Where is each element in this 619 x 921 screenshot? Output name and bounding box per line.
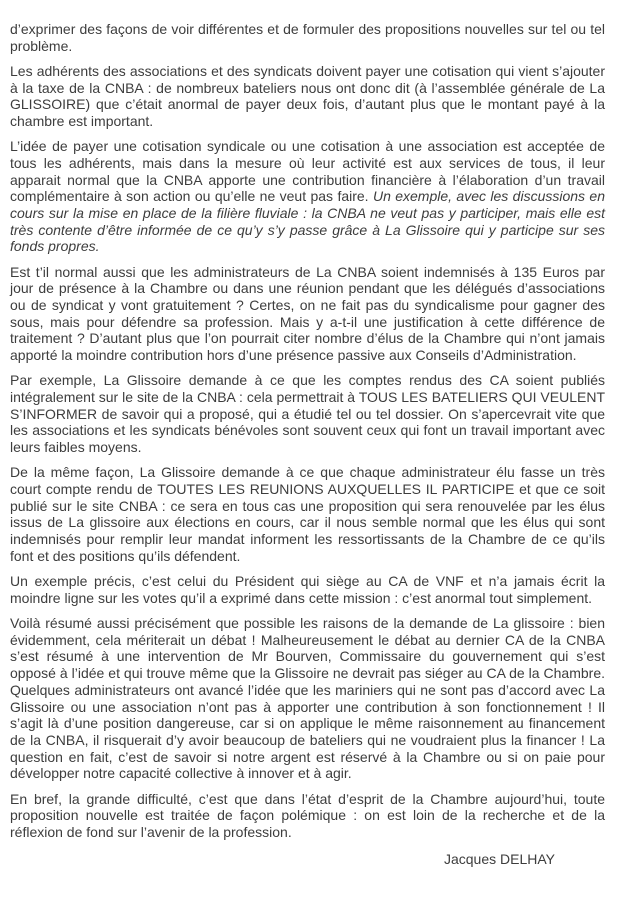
paragraph-9: En bref, la grande difficulté, c’est que dans l’état d’esprit de la Chambre aujourd’hui, toute proposition nouvelle est traitée de façon polémique : on est loin de la recherche et de la réflexion de fond sur l’avenir de la profession. xyxy=(10,790,605,840)
paragraph-4: Est t’il normal aussi que les administrateurs de La CNBA soient indemnisés à 135 Euros par jour de présence à la Chambre ou dans une réunion pendant que les délégués d’associations ou de syndicat y vont gratuitement ? Certes, on ne fait pas du syndicalisme pour gagner des sous, mais pour défendre sa profession. Mais y a-t-il une justification à cette différence de traitement ? D’autant plus que l’on pourrait citer nombre d’élus de la Chambre qui n’ont jamais apporté la moindre contribution hors d’une présence passive aux Conseils d’Administration. xyxy=(10,263,605,364)
paragraph-7: Un exemple précis, c’est celui du Président qui siège au CA de VNF et n’a jamais écrit la moindre ligne sur les votes qu’il a exprimé dans cette mission : c’est anormal tout simplement. xyxy=(10,573,605,606)
paragraph-1: d’exprimer des façons de voir différentes et de formuler des propositions nouvelles sur tel ou tel problème. xyxy=(10,21,605,54)
paragraph-3-italic-text: Un exemple, avec les discussions en cours sur la mise en place de la filière fluviale : la CNBA ne veut pas y participer, mais elle est très contente d’être informée de ce qu’y s’y passe grâce à La Glissoire qui y participe sur ses fonds propres. xyxy=(10,188,605,255)
paragraph-6: De la même façon, La Glissoire demande à ce que chaque administrateur élu fasse un très court compte rendu de TOUTES LES REUNIONS AUXQUELLES IL PARTICIPE et que ce soit publié sur le site CNBA : ce sera en tous cas une proposition qui sera renouvelée par les élus issus de La glissoire aux élections en cours, car il nous semble normal que les élus qui sont indemnisés pour remplir leur mandat informent les ressortissants de la Chambre de ce qu’ils font et des positions qu’ils défendent. xyxy=(10,464,605,564)
paragraph-8: Voilà résumé aussi précisément que possible les raisons de la demande de La glissoire : bien évidemment, cela mériterait un débat ! Malheureusement le débat au dernier CA de la CNBA s’est résumé à une intervention de Mr Bourven, Commissaire du gouvernement qui s’est opposé à l’idée et qui trouve même que la Glissoire ne devrait pas siéger au CA de la Chambre. Quelques administrateurs ont avancé l’idée que les mariniers qui ne sont pas d’accord avec La Glissoire ou une association n’ont pas à apporter une contribution à son fonctionnement ! Il s’agit là d’une position dangereuse, car si on applique le même raisonnement au financement de la CNBA, il risquerait d’y avoir beaucoup de bateliers qui ne voudraient plus la financer ! La question en fait, c’est de savoir si notre argent est réservé à la Chambre ou si on paie pour développer notre capacité collective à innover et à agir. xyxy=(10,615,605,782)
paragraph-3-normal-text: L’idée de payer une cotisation syndicale ou une cotisation à une association est acceptée de tous les adhérents, mais dans la mesure où leur activité est aux services de tous, il leur apparait normal que la CNBA apporte une contribution financière à l’élaboration d’un travail complémentaire à son action ou qu’elle ne veut pas faire. xyxy=(10,138,605,205)
signature: Jacques DELHAY xyxy=(443,850,555,867)
paragraph-5: Par exemple, La Glissoire demande à ce que les comptes rendus des CA soient publiés intégralement sur le site de la CNBA : cela permettrait à TOUS LES BATELIERS QUI VEULENT S’INFORMER de savoir qui a proposé, qui a étudié tel ou tel dossier. On s’apercevrait vite que les associations et les syndicats bénévoles sont souvent ceux qui font un travail important avec leurs faibles moyens. xyxy=(10,372,605,456)
paragraph-2: Les adhérents des associations et des syndicats doivent payer une cotisation qui vient s’ajouter à la taxe de la CNBA : de nombreux bateliers nous ont donc dit (à l’assemblée générale de La GLISSOIRE) que c’était anormal de payer deux fois, d’autant plus que le montant payé à la chambre est important. xyxy=(10,62,605,130)
paragraph-3 xyxy=(10,138,605,255)
